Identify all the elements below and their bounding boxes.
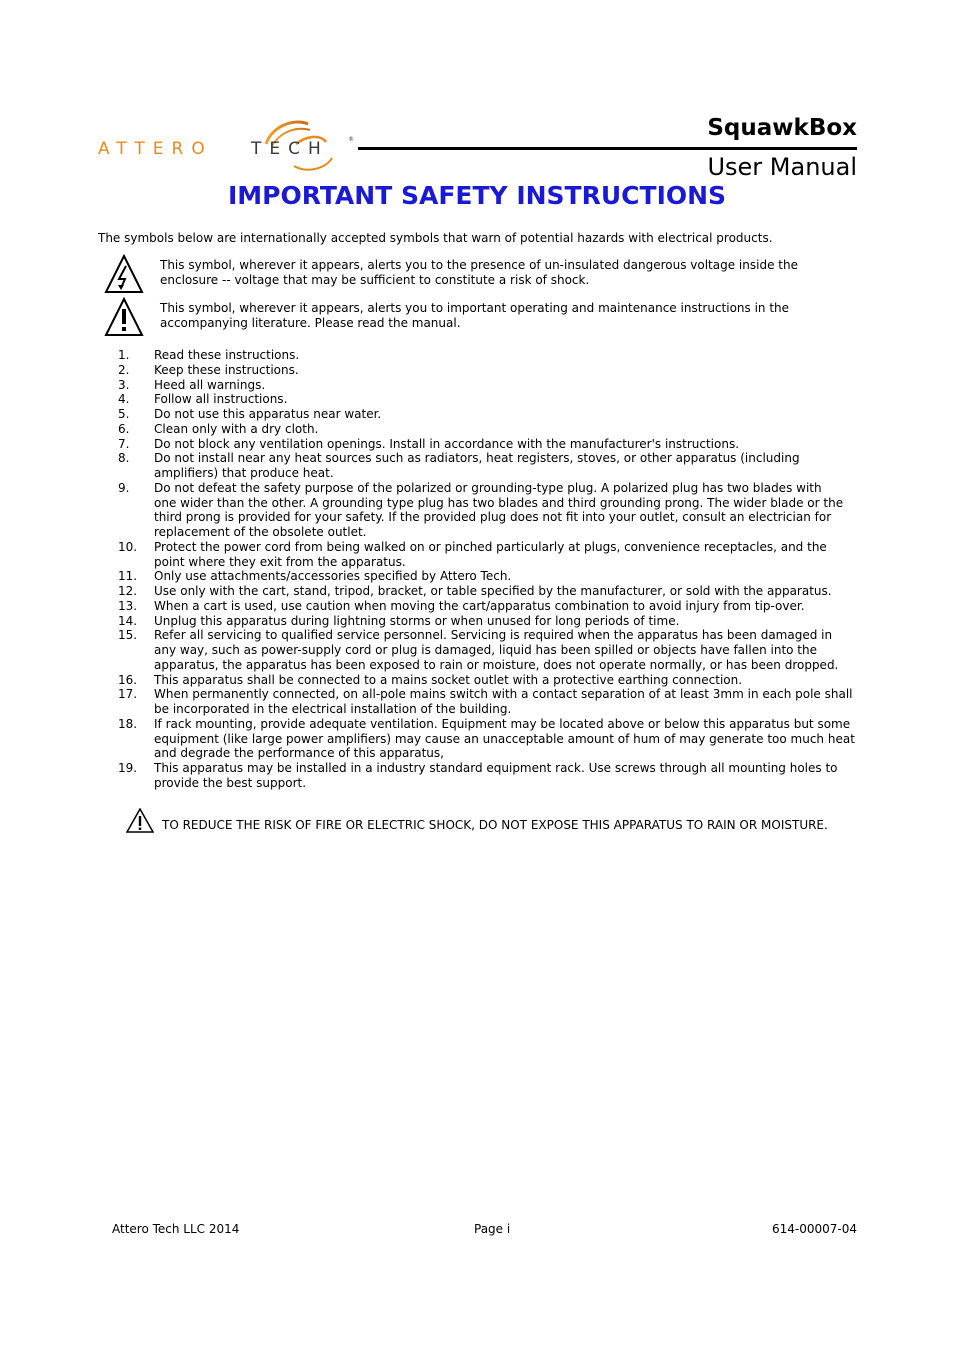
safety-instructions-list [118, 348, 864, 791]
instruction-text-line: Follow all instructions. [154, 392, 288, 407]
instruction-text-line: This apparatus shall be connected to a mains socket outlet with a protective earthing connection. [154, 672, 743, 687]
instruction-text-line: and degrade the performance of this apparatus, [154, 746, 444, 761]
footer-document-number: 614-00007-04 [771, 1222, 857, 1236]
instruction-number: 11. [118, 569, 138, 584]
instruction-number: 12. [118, 584, 138, 598]
instruction-text-line: Use only with the cart, stand, tripod, bracket, or table specified by the manufacturer, or sold with the apparatus. [154, 584, 832, 598]
instruction-number: 15. [118, 628, 138, 643]
svg-text:®: ® [348, 136, 354, 143]
instruction-text-line: any way, such as power-supply cord or plug is damaged, liquid has been spilled or objects have fallen into the [154, 643, 817, 657]
instruction-text-line: provide the best support. [154, 775, 307, 790]
instruction-text-line: Protect the power cord from being walked on or pinched particularly at plugs, convenience receptacles, and the [154, 539, 827, 554]
instruction-number: 9. [118, 480, 130, 495]
instruction-text-line: If rack mounting, provide adequate ventilation. Equipment may be located above or below this apparatus but some [154, 716, 851, 731]
instruction-text-line: apparatus, the apparatus has been exposed to rain or moisture, does not operate normally, or has been dropped. [154, 657, 839, 672]
exclamation-warning-icon [104, 297, 144, 337]
instruction-item [118, 761, 864, 791]
instruction-item [118, 348, 864, 363]
instruction-text-line: replacement of the obsolete outlet. [154, 525, 367, 539]
instruction-text-line: equipment (like large power amplifiers) may cause an unacceptable amount of hum of may generate too much heat [154, 731, 855, 746]
instruction-number: 10. [118, 539, 138, 554]
symbol-text-line: enclosure -- voltage that may be sufficient to constitute a risk of shock. [160, 273, 590, 287]
product-title: SquawkBox [707, 115, 857, 141]
instruction-item [118, 422, 864, 437]
instruction-text-line: Read these instructions. [154, 348, 300, 362]
instruction-text-line: Do not install near any heat sources such as radiators, heat registers, stoves, or other apparatus (including [154, 451, 800, 466]
instruction-text-line: Heed all warnings. [154, 377, 266, 392]
intro-text: The symbols below are internationally accepted symbols that warn of potential hazards with electrical products. [98, 231, 773, 245]
symbol-description [160, 258, 820, 288]
instruction-item [118, 687, 864, 717]
instruction-item [118, 569, 864, 584]
instruction-number: 19. [118, 761, 138, 775]
attero-tech-logo [96, 116, 358, 178]
instruction-text-line: Do not block any ventilation openings. Install in accordance with the manufacturer's instructions. [154, 436, 740, 451]
instruction-text-line: Only use attachments/accessories specified by Attero Tech. [154, 569, 512, 584]
instruction-text-line: Unplug this apparatus during lightning storms or when unused for long periods of time. [154, 613, 680, 628]
footer-company: Attero Tech LLC 2014 [112, 1222, 240, 1236]
svg-text:TECH: TECH [251, 139, 329, 159]
instruction-item [118, 451, 864, 481]
instruction-number: 18. [118, 716, 138, 731]
instruction-text-line: Refer all servicing to qualified service personnel. Servicing is required when the apparatus has been damaged in [154, 628, 833, 643]
exclamation-warning-icon [126, 808, 154, 834]
instruction-item [118, 392, 864, 407]
instruction-text-line: When a cart is used, use caution when moving the cart/apparatus combination to avoid injury from tip-over. [154, 598, 805, 613]
instruction-text-line: one wider than the other. A grounding type plug has two blades and third grounding prong. The wider blade or the [154, 495, 844, 510]
instruction-item [118, 673, 864, 688]
page-heading: IMPORTANT SAFETY INSTRUCTIONS [227, 181, 727, 210]
symbol-text-line: This symbol, wherever it appears, alerts you to important operating and maintenance instructions in the [160, 301, 790, 315]
footer-page-number: Page i [474, 1222, 511, 1236]
document-type: User Manual [707, 153, 857, 181]
instruction-number: 2. [118, 362, 130, 377]
header-rule [358, 147, 857, 150]
symbol-text-line: This symbol, wherever it appears, alerts you to the presence of un-insulated dangerous voltage inside the [160, 258, 798, 272]
instruction-number: 1. [118, 348, 130, 362]
symbol-text-line: accompanying literature. Please read the manual. [160, 316, 461, 330]
instruction-text-line: Do not use this apparatus near water. [154, 407, 382, 421]
instruction-item [118, 378, 864, 393]
instruction-text-line: point where they exit from the apparatus. [154, 554, 406, 569]
instruction-number: 17. [118, 687, 138, 702]
instruction-item [118, 599, 864, 614]
instruction-number: 7. [118, 436, 130, 451]
instruction-number: 4. [118, 392, 130, 407]
instruction-number: 6. [118, 421, 130, 436]
instruction-text-line: When permanently connected, on all-pole mains switch with a contact separation of at least 3mm in each pole shall [154, 687, 853, 702]
instruction-item [118, 717, 864, 761]
instruction-number: 3. [118, 377, 130, 392]
instruction-text-line: be incorporated in the electrical installation of the building. [154, 702, 512, 716]
lightning-warning-icon [104, 254, 144, 294]
instruction-number: 16. [118, 672, 138, 687]
instruction-item [118, 407, 864, 422]
instruction-number: 8. [118, 451, 130, 466]
instruction-item [118, 363, 864, 378]
instruction-number: 5. [118, 407, 130, 421]
symbol-description [160, 301, 820, 331]
instruction-item [118, 437, 864, 452]
instruction-item [118, 540, 864, 570]
instruction-item [118, 628, 864, 672]
instruction-text-line: This apparatus may be installed in a industry standard equipment rack. Use screws through all mounting holes to [154, 761, 838, 775]
instruction-item [118, 614, 864, 629]
instruction-number: 13. [118, 598, 138, 613]
warning-text: TO REDUCE THE RISK OF FIRE OR ELECTRIC SHOCK, DO NOT EXPOSE THIS APPARATUS TO RAIN OR MOISTURE. [162, 818, 828, 832]
instruction-text-line: Keep these instructions. [154, 362, 299, 377]
instruction-item [118, 481, 864, 540]
instruction-item [118, 584, 864, 599]
instruction-text-line: amplifiers) that produce heat. [154, 466, 334, 480]
instruction-text-line: third prong is provided for your safety. If the provided plug does not fit into your outlet, consult an electrician for [154, 510, 832, 525]
instruction-number: 14. [118, 613, 138, 628]
instruction-text-line: Clean only with a dry cloth. [154, 421, 319, 436]
instruction-text-line: Do not defeat the safety purpose of the polarized or grounding-type plug. A polarized plug has two blades with [154, 480, 822, 495]
svg-text:ATTERO: ATTERO [98, 139, 213, 159]
